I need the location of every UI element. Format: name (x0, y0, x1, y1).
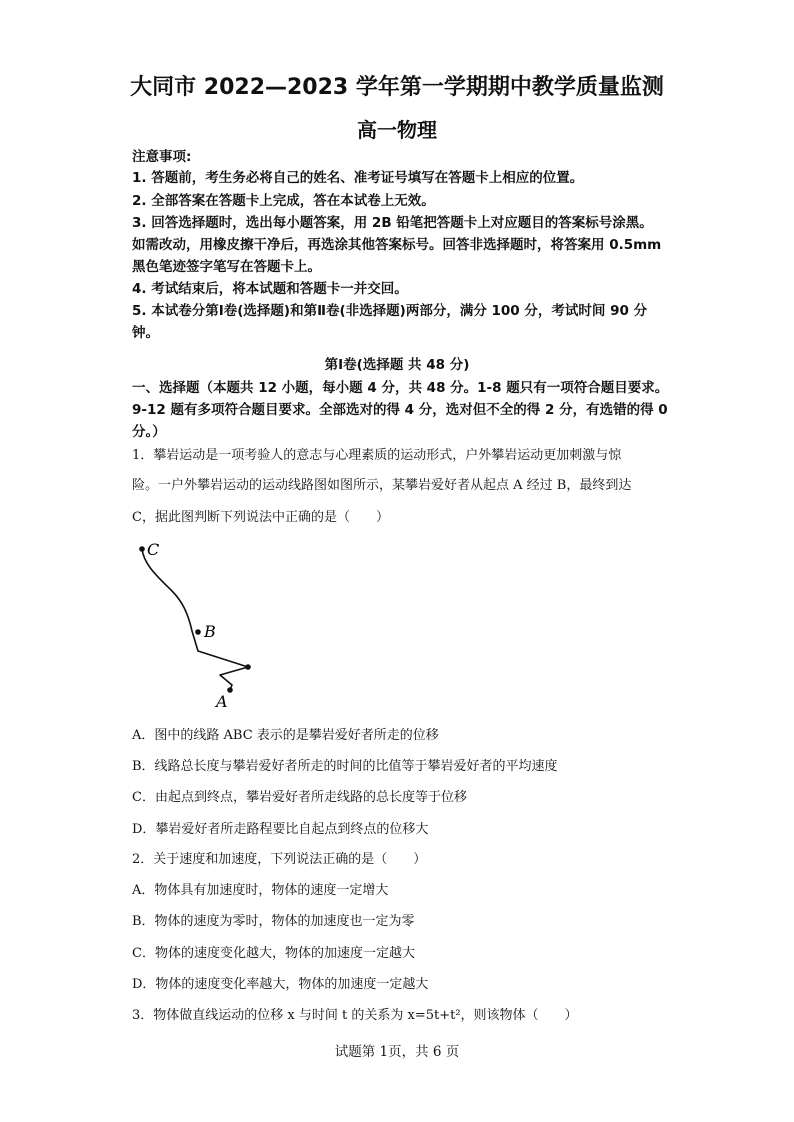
note-line-7: 5. 本试卷分第Ⅰ卷(选择题)和第Ⅱ卷(非选择题)两部分，满分 100 分，考试时间 90 分 (132, 303, 648, 319)
route-path (142, 549, 248, 690)
instruction-line-2: 9-12 题有多项符合题目要求。全部选对的得 4 分，选对但不全的得 2 分，有选错的得 0 (132, 402, 668, 418)
notes-heading: 注意事项: (132, 149, 192, 165)
note-line-3: 3. 回答选择题时，选出每小题答案，用 2B 铅笔把答题卡上对应题目的答案标号涂黑。 (132, 215, 653, 231)
note-line-5: 黑色笔迹签字笔写在答题卡上。 (132, 259, 321, 275)
note-line-1: 1. 答题前，考生务必将自己的姓名、准考证号填写在答题卡上相应的位置。 (132, 170, 584, 186)
q1-option-d: D．攀岩爱好者所走路程要比自起点到终点的位移大 (132, 822, 429, 837)
q1-stem-line-2: 险。一户外攀岩运动的运动线路图如图所示，某攀岩爱好者从起点 A 经过 B，最终到达 (132, 478, 632, 493)
note-line-2: 2. 全部答案在答题卡上完成，答在本试卷上无效。 (132, 193, 435, 209)
q1-stem-line-3: C，据此图判断下列说法中正确的是（ ） (132, 510, 389, 525)
q1-option-b: B．线路总长度与攀岩爱好者所走的时间的比值等于攀岩爱好者的平均速度 (132, 759, 558, 774)
q2-option-c: C．物体的速度变化越大，物体的加速度一定越大 (132, 946, 415, 961)
exam-title: 大同市 2022—2023 学年第一学期期中教学质量监测 (130, 75, 664, 100)
note-line-8: 钟。 (132, 325, 159, 341)
q3-stem: 3．物体做直线运动的位移 x 与时间 t 的关系为 x=5t+t²，则该物体（ ） (132, 1008, 578, 1023)
point-b-marker (195, 629, 201, 635)
q1-stem-line-1: 1．攀岩运动是一项考验人的意志与心理素质的运动形式，户外攀岩运动更加刺激与惊 (132, 448, 622, 463)
q2-option-d: D．物体的速度变化率越大，物体的加速度一定越大 (132, 977, 429, 992)
q1-option-c: C．由起点到终点，攀岩爱好者所走线路的总长度等于位移 (132, 790, 467, 805)
q2-option-b: B．物体的速度为零时，物体的加速度也一定为零 (132, 914, 415, 929)
instruction-line-3: 分。） (132, 424, 166, 440)
q2-option-a: A．物体具有加速度时，物体的速度一定增大 (132, 883, 389, 898)
corner-marker (245, 664, 251, 670)
note-line-4: 如需改动，用橡皮擦干净后，再选涂其他答案标号。回答非选择题时，将答案用 0.5mm (132, 237, 662, 253)
q1-option-a: A．图中的线路 ABC 表示的是攀岩爱好者所走的位移 (132, 728, 439, 743)
point-c-marker (139, 546, 145, 552)
climbing-route-figure (120, 535, 280, 715)
point-b-label: B (204, 622, 216, 641)
instruction-line-1: 一、选择题（本题共 12 小题，每小题 4 分，共 48 分。1-8 题只有一项符合题目要求。 (132, 380, 669, 396)
exam-subject: 高一物理 (357, 118, 437, 142)
page-footer: 试题第 1页，共 6 页 (334, 1044, 460, 1060)
q2-stem: 2．关于速度和加速度，下列说法正确的是（ ） (132, 852, 427, 867)
point-a-label: A (216, 692, 228, 711)
point-a-marker (227, 687, 233, 693)
point-c-label: C (147, 540, 160, 559)
note-line-6: 4. 考试结束后，将本试题和答题卡一并交回。 (132, 281, 408, 297)
section-heading: 第Ⅰ卷(选择题 共 48 分) (324, 357, 470, 373)
